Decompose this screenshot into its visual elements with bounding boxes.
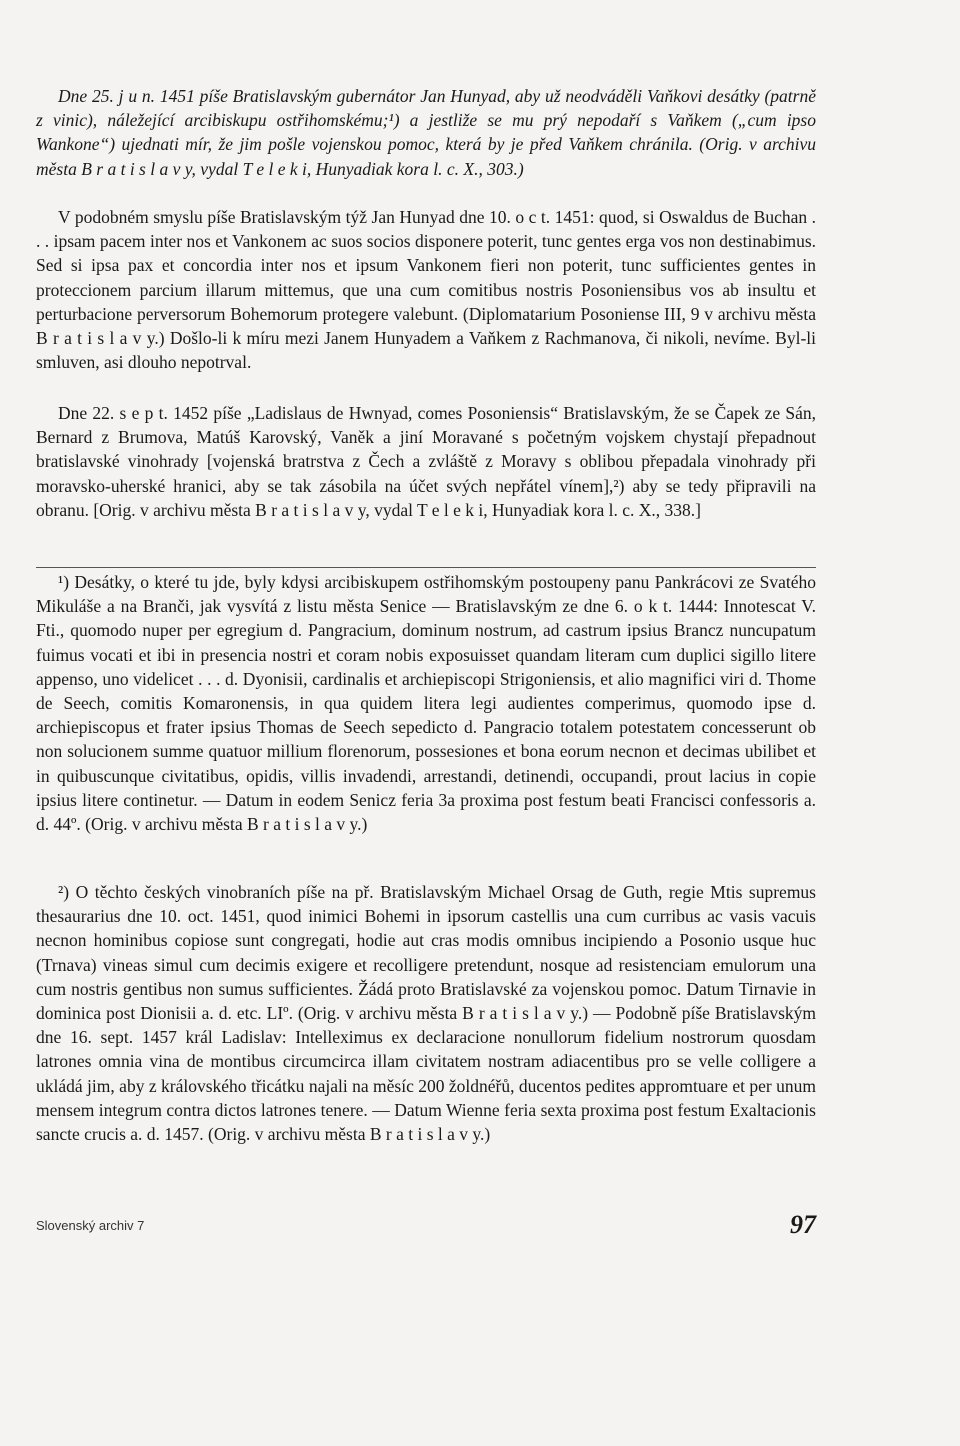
page-number: 97 (790, 1210, 816, 1239)
document-page (36, 0, 816, 1446)
footnote-1-text: ¹) Desátky, o které tu jde, byly kdysi arcibiskupem ostřihomským postoupeny panu Pankrácovi ze Svatého Mikuláše a na Branči, jak vysvítá z listu města Senice — Bratislavským ze dne 6. o k t. 1444: Innotescat V. Fti., quomodo nuper per egregium d. Pangracium, dominum nostrum, ad castrum ipsius Brancz nuncupatum fuimus vocati et ibi in presencia nostri et coram nobis exposuisset quandam literam cum duplici sigillo litere appenso, uno videlicet . . . d. Dyonisii, cardinalis et archiepiscopi Strigoniensis, et alio magnifici viri d. Thome de Seech, comitis Komaronensis, in qua quidem litera legi audientes comperimus, quomodo ipse d. archiepiscopus et frater ipsius Thomas de Seech sepedicto d. Pangracio totalem potestatem concesserunt ob non solucionem summe quatuor millium florenorum, possesiones et bona eorum necnon et decimas ubilibet et in quibuscunque civitatibus, opidis, villis invadendi, arrestandi, detinendi, occupandi, prout lacius in copie ipsius litere continetur. — Datum in eodem Senicz feria 3a proxima post festum beati Francisci confessoris a. d. 44º. (Orig. v archivu města B r a t i s l a v y.) (36, 572, 816, 835)
paragraph-2 (36, 205, 816, 374)
footnote-2 (36, 880, 816, 1146)
footnote-divider (36, 567, 816, 568)
paragraph-1 (36, 84, 816, 181)
footnote-2-text: ²) O těchto českých vinobraních píše na př. Bratislavským Michael Orsag de Guth, regie Mtis supremus thesaurarius dne 10. oct. 1451, quod inimici Bohemi in ipsorum castellis una cum curribus ac vasis vacuis necnon hominibus copiose sunt congregati, hodie aut cras modis omnibus incipiendo a Posonio usque huc (Trnava) vineas simul cum decimis exigere et recolligere pretendunt, nosque ad resistenciam emulorum una cum nostris gentibus non sumus sufficientes. Žádá proto Bratislavské za vojenskou pomoc. Datum Tirnavie in dominica post Dionisii a. d. etc. LIº. (Orig. v archivu města B r a t i s l a v y.) — Podobně píše Bratislavským dne 16. sept. 1457 král Ladislav: Intelleximus ex declaracione nonullorum fidelium nostrorum quosdam latrones omnia vina de montibus circumcirca illam civitatem nostram adiacentibus pro se velle colligere a ukládá jim, aby z královského třicátku najali na měsíc 200 žoldnéřů, ducentos pedites appromtuare et per unum mensem integrum contra dictos latrones tenere. — Datum Wienne feria sexta proxima post festum Exaltacionis sancte crucis a. d. 1457. (Orig. v archivu města B r a t i s l a v y.) (36, 882, 816, 1145)
paragraph-3-text: Dne 22. s e p t. 1452 píše „Ladislaus de Hwnyad, comes Posoniensis“ Bratislavským, že se Čapek ze Sán, Bernard z Brumova, Matúš Karovský, Vaněk a jiní Moravané s početným vojskem chystají přepadnout bratislavské vinohrady [vojenská bratrstva z Čech a zvláště z Moravy s oblibou přepadala vinohrady při moravsko-uherské hranici, aby se tak zásobila na účet svých nepřátel vínem],²) aby se tedy připravili na obranu. [Orig. v archivu města B r a t i s l a v y, vydal T e l e k i, Hunyadiak kora l. c. X., 338.] (36, 403, 816, 520)
footer-source: Slovenský archiv 7 (36, 1218, 145, 1233)
footnote-1 (36, 570, 816, 836)
paragraph-2-text: V podobném smyslu píše Bratislavským týž Jan Hunyad dne 10. o c t. 1451: quod, si Oswaldus de Buchan . . . ipsam pacem inter nos et Vankonem ac suos socios disponere poterit, tunc gentes erga vos non destinabimus. Sed si ipsa pax et concordia inter nos et ipsum Vankonem fieri non poterit, tunc sufficientes gentes in proteccionem parcium illarum mittemus, que una cum comitibus nostris Posoniensibus vos ab insultu et perturbacione perversorum Bohemorum protegere valebunt. (Diplomatarium Posoniense III, 9 v archivu města B r a t i s l a v y.) Došlo-li k míru mezi Janem Hunyadem a Vaňkem z Rachmanova, či nikoli, nevíme. Byl-li smluven, asi dlouho nepotrval. (36, 207, 816, 373)
paragraph-1-text: Dne 25. j u n. 1451 píše Bratislavským gubernátor Jan Hunyad, aby už neodváděli Vaňkovi desátky (patrně z vinic), náležející arcibiskupu ostřihomskému;¹) a jestliže se mu prý nepodaří s Vaňkem („cum ipso Wankone“) ujednati mír, že jim pošle vojenskou pomoc, která by je před Vaňkem chránila. (Orig. v archivu města B r a t i s l a v y, vydal T e l e k i, Hunyadiak kora l. c. X., 303.) (36, 86, 816, 179)
paragraph-3 (36, 401, 816, 522)
